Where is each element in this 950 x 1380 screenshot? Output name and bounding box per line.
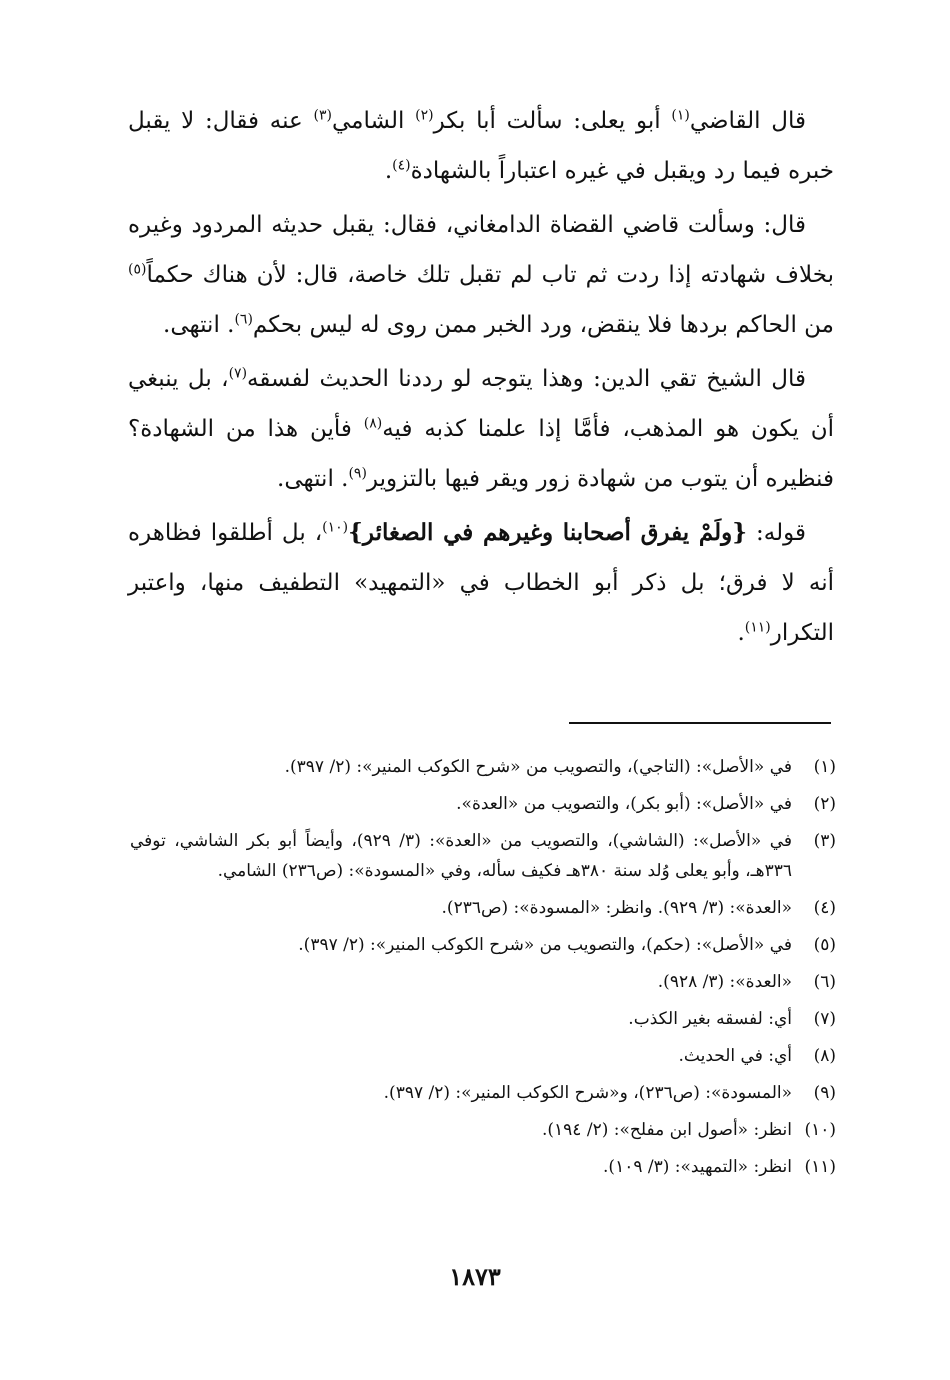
footnote-item <box>130 1115 836 1145</box>
page-number: ١٨٧٣ <box>449 1262 501 1291</box>
footnote-number: (٧) <box>813 1009 836 1029</box>
footnote-text: «العدة»: (٣/ ٩٢٨). <box>657 972 792 992</box>
footnote-separator <box>569 722 831 724</box>
text-run: فأين هذا من الشهادة؟ فنظيره أن يتوب من شهادة زور ويقر فيها بالتزوير <box>128 416 834 492</box>
footnote-ref-10[interactable]: (١٠) <box>322 519 349 536</box>
footnote-text: أي: لفسقه بغير الكذب. <box>628 1009 792 1029</box>
footnote-number: (٣) <box>813 831 836 851</box>
footnote-item <box>130 789 836 819</box>
footnote-ref-1[interactable]: (١) <box>671 107 690 124</box>
paragraph-2 <box>128 200 834 350</box>
footnote-item <box>130 1004 836 1034</box>
footnote-number: (١٠) <box>804 1120 836 1140</box>
footnote-ref-5[interactable]: (٥) <box>128 261 147 278</box>
text-run: قال الشيخ تقي الدين: وهذا يتوجه لو رددنا الحديث لفسقه <box>247 366 807 392</box>
text-run: ، بل ينبغي أن يكون هو المذهب، فأمَّا إذا علمنا كذبه فيه <box>128 366 834 442</box>
footnote-text: أي: في الحديث. <box>678 1046 792 1066</box>
footnote-item <box>130 826 836 886</box>
text-run: من الحاكم بردها فلا ينقض، ورد الخبر ممن روى له ليس بحكم <box>252 312 834 338</box>
footnote-text: «العدة»: (٣/ ٩٢٩). وانظر: «المسودة»: (ص٢٣٦). <box>441 898 792 918</box>
footnote-text: انظر: «التمهيد»: (٣/ ١٠٩). <box>603 1157 792 1177</box>
footnote-ref-4[interactable]: (٤) <box>392 157 411 174</box>
text-run: قال: وسألت قاضي القضاة الدامغاني، فقال: يقبل حديثه المردود وغيره بخلاف شهادته إذا ردت ثم تاب لم تقبل تلك خاصة، قال: لأن هناك حكماً <box>128 212 834 288</box>
text-run: أبو يعلى: سألت أبا بكر <box>433 108 672 134</box>
text-run: ، بل أطلقوا فظاهره أنه لا فرق؛ بل ذكر أبو الخطاب في «التمهيد» التطفيف منها، واعتبر التكرار <box>128 520 834 646</box>
footnote-text: في «الأصل»: (الشاشي)، والتصويب من «العدة»: (٣/ ٩٢٩)، وأيضاً أبو بكر الشاشي، توفي ٣٣٦هـ، وأبو يعلى وُلد سنة ٣٨٠هـ فكيف سأله، وفي «المسودة»: (ص٢٣٦) الشامي. <box>130 831 792 881</box>
footnote-item <box>130 1152 836 1182</box>
footnote-item <box>130 1078 836 1108</box>
footnote-item <box>130 967 836 997</box>
text-run: . انتهى. <box>163 312 235 338</box>
quoted-text: {ولَمْ يفرق أصحابنا وغيرهم في الصغائر} <box>348 519 748 546</box>
footnote-text: في «الأصل»: (حكم)، والتصويب من «شرح الكوكب المنير»: (٢/ ٣٩٧). <box>298 935 792 955</box>
text-run: . <box>737 620 745 646</box>
footnote-number: (٩) <box>813 1083 836 1103</box>
footnote-text: في «الأصل»: (أبو بكر)، والتصويب من «العدة». <box>456 794 792 814</box>
footnote-text: «المسودة»: (ص٢٣٦)، و«شرح الكوكب المنير»: (٢/ ٣٩٧). <box>383 1083 792 1103</box>
footnote-item <box>130 893 836 923</box>
footnote-ref-2[interactable]: (٢) <box>415 107 434 124</box>
footnote-item <box>130 752 836 782</box>
footnotes <box>130 752 836 1189</box>
text-run: قال القاضي <box>689 108 807 134</box>
footnote-text: انظر: «أصول ابن مفلح»: (٢/ ١٩٤). <box>541 1120 792 1140</box>
footnote-ref-11[interactable]: (١١) <box>744 619 771 636</box>
footnote-number: (٥) <box>813 935 836 955</box>
text-run: . انتهى. <box>277 466 349 492</box>
text-run: عنه فقال: لا يقبل خبره فيما رد ويقبل في غيره اعتباراً بالشهادة <box>128 108 834 184</box>
main-text <box>128 96 834 658</box>
footnote-number: (٨) <box>813 1046 836 1066</box>
footnote-number: (٢) <box>813 794 836 814</box>
footnote-item <box>130 1041 836 1071</box>
text-run: الشامي <box>331 108 416 134</box>
text-run: . <box>384 158 393 184</box>
paragraph-3 <box>128 354 834 504</box>
footnote-number: (٦) <box>813 972 836 992</box>
footnote-item <box>130 930 836 960</box>
paragraph-4 <box>128 508 834 658</box>
footnote-number: (١) <box>813 757 836 777</box>
footnote-ref-9[interactable]: (٩) <box>348 465 367 482</box>
footnote-number: (٤) <box>813 898 836 918</box>
footnote-ref-8[interactable]: (٨) <box>363 415 383 432</box>
footnote-ref-7[interactable]: (٧) <box>228 365 248 382</box>
text-run: قوله: <box>747 520 806 546</box>
footnote-ref-6[interactable]: (٦) <box>234 311 253 328</box>
footnote-number: (١١) <box>804 1157 836 1177</box>
footnote-ref-3[interactable]: (٣) <box>313 107 332 124</box>
footnote-text: في «الأصل»: (التاجي)، والتصويب من «شرح الكوكب المنير»: (٢/ ٣٩٧). <box>284 757 792 777</box>
paragraph-1 <box>128 96 834 196</box>
